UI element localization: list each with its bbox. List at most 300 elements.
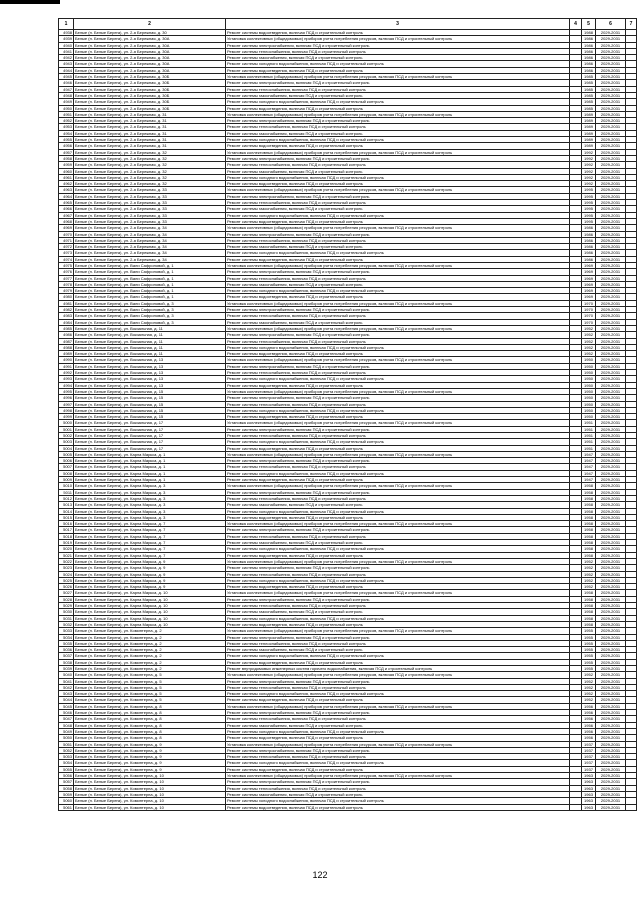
row-address: Белые (п. Белые Берега), ул. 2-я Бережная, д. 33 [74, 206, 226, 212]
row-col-4 [570, 804, 582, 810]
row-period: 2029-2031 [596, 779, 626, 785]
row-year: 1952 [582, 691, 596, 697]
row-period: 2029-2031 [596, 256, 626, 262]
row-work: Ремонт системы холодного водоснабжения, включая ПСД и строительный контроль [226, 439, 570, 445]
row-period: 2029-2031 [596, 325, 626, 331]
row-address: Белые (п. Белые Берега), ул. 2-я Бережная, д. 30А [74, 36, 226, 42]
row-id: 4940 [59, 42, 74, 48]
row-year: 1969 [582, 288, 596, 294]
row-work: Ремонт системы электроснабжения, включая ПСД и строительный контроль [226, 779, 570, 785]
row-year: 1958 [582, 603, 596, 609]
row-address: Белые (п. Белые Берега), ул. 2-я Бережная, д. 31 [74, 118, 226, 124]
row-year: 1970 [582, 300, 596, 306]
row-period: 2029-2031 [596, 395, 626, 401]
row-id: 4958 [59, 155, 74, 161]
row-year: 1956 [582, 710, 596, 716]
row-work: Ремонт системы газоснабжения, включая ПСД и строительный контроль [226, 168, 570, 174]
row-address: Белые (п. Белые Берега), ул. Карла Маркса, д. 1 [74, 464, 226, 470]
row-period: 2029-2031 [596, 634, 626, 640]
row-work: Ремонт внутридомовых инженерных систем горячего водоснабжения, включая ПСД и строительный контроль [226, 665, 570, 671]
row-year: 1958 [582, 609, 596, 615]
row-work: Ремонт системы теплоснабжения, включая ПСД и строительный контроль [226, 464, 570, 470]
row-year: 1958 [582, 621, 596, 627]
row-id: 5040 [59, 672, 74, 678]
row-id: 4976 [59, 269, 74, 275]
row-year: 1952 [582, 338, 596, 344]
row-work: Ремонт системы холодного водоснабжения, включая ПСД и строительный контроль [226, 577, 570, 583]
row-year: 1969 [582, 262, 596, 268]
row-year: 1947 [582, 458, 596, 464]
row-period: 2029-2031 [596, 74, 626, 80]
row-work: Ремонт системы теплоснабжения, включая ПСД и строительный контроль [226, 716, 570, 722]
row-address: Белые (п. Белые Берега), ул. Вокзальная, д. 13 [74, 370, 226, 376]
row-work: Установка коллективных (общедомовых) приборов учета потребления ресурсов, включая ПСД и строительный контроль [226, 521, 570, 527]
row-period: 2029-2031 [596, 149, 626, 155]
row-period: 2029-2031 [596, 697, 626, 703]
row-address: Белые (п. Белые Берега), ул. 2-я Бережная, д. 30А [74, 42, 226, 48]
row-year: 1989 [582, 111, 596, 117]
row-period: 2029-2031 [596, 464, 626, 470]
row-period: 2029-2031 [596, 137, 626, 143]
row-address: Белые (п. Белые Берега), ул. Вокзальная, д. 11 [74, 351, 226, 357]
row-period: 2029-2031 [596, 36, 626, 42]
row-address: Белые (п. Белые Берега), ул. Коминтерна, д. 8 [74, 722, 226, 728]
row-id: 4960 [59, 168, 74, 174]
row-address: Белые (п. Белые Берега), ул. Коминтерна, д. 10 [74, 779, 226, 785]
row-year: 1958 [582, 483, 596, 489]
row-period: 2029-2031 [596, 351, 626, 357]
row-address: Белые (п. Белые Берега), ул. Вокзальная, д. 11 [74, 332, 226, 338]
row-id: 4992 [59, 370, 74, 376]
row-work: Ремонт системы электроснабжения, включая ПСД и строительный контроль [226, 747, 570, 753]
row-period: 2029-2031 [596, 80, 626, 86]
table-header-row [59, 19, 637, 30]
row-id: 5008 [59, 470, 74, 476]
row-address: Белые (п. Белые Берега), ул. Карла Маркса, д. 10 [74, 603, 226, 609]
row-address: Белые (п. Белые Берега), ул. 2-я Бережная, д. 33 [74, 193, 226, 199]
row-year: 1995 [582, 212, 596, 218]
row-address: Белые (п. Белые Берега), ул. Карла Маркса, д. 1 [74, 470, 226, 476]
row-address: Белые (п. Белые Берега), ул. Карла Маркса, д. 1 [74, 477, 226, 483]
row-period: 2029-2031 [596, 294, 626, 300]
row-period: 2029-2031 [596, 99, 626, 105]
row-address: Белые (п. Белые Берега), ул. 2-я Бережная, д. 32 [74, 168, 226, 174]
row-id: 4999 [59, 414, 74, 420]
row-id: 4996 [59, 395, 74, 401]
row-period: 2029-2031 [596, 716, 626, 722]
row-address: Белые (п. Белые Берега), ул. Коминтерна, д. 10 [74, 785, 226, 791]
row-work: Ремонт системы теплоснабжения, включая ПСД и строительный контроль [226, 684, 570, 690]
row-year: 1950 [582, 407, 596, 413]
row-period: 2029-2031 [596, 357, 626, 363]
row-year: 1956 [582, 703, 596, 709]
row-period: 2029-2031 [596, 735, 626, 741]
row-work: Ремонт системы водоотведения, включая ПСД и строительный контроль [226, 659, 570, 665]
row-address: Белые (п. Белые Берега), ул. Карла Маркса, д. 10 [74, 609, 226, 615]
row-year: 1992 [582, 181, 596, 187]
row-work: Ремонт системы теплоснабжения, включая ПСД и строительный контроль [226, 124, 570, 130]
row-period: 2029-2031 [596, 237, 626, 243]
row-address: Белые (п. Белые Берега), ул. Вали Сафроновой, д. 3 [74, 300, 226, 306]
row-id: 5047 [59, 716, 74, 722]
row-year: 1947 [582, 464, 596, 470]
row-period: 2029-2031 [596, 609, 626, 615]
row-period: 2029-2031 [596, 288, 626, 294]
row-work: Ремонт системы теплоснабжения, включая ПСД и строительный контроль [226, 200, 570, 206]
row-address: Белые (п. Белые Берега), ул. Коминтерна, д. 2 [74, 659, 226, 665]
row-year: 1985 [582, 80, 596, 86]
row-address: Белые (п. Белые Берега), ул. Вали Сафроновой, д. 1 [74, 288, 226, 294]
row-work: Ремонт системы теплоснабжения, включая ПСД и строительный контроль [226, 86, 570, 92]
row-id: 4998 [59, 407, 74, 413]
row-work: Ремонт системы газоснабжения, включая ПСД и строительный контроль [226, 130, 570, 136]
row-id: 4995 [59, 388, 74, 394]
row-period: 2029-2031 [596, 55, 626, 61]
row-id: 4959 [59, 162, 74, 168]
row-address: Белые (п. Белые Берега), ул. 2-я Бережная, д. 30Б [74, 105, 226, 111]
row-work: Установка коллективных (общедомовых) приборов учета потребления ресурсов, включая ПСД и строительный контроль [226, 388, 570, 394]
row-year: 1955 [582, 665, 596, 671]
row-address: Белые (п. Белые Берега), ул. Карла Маркса, д. 3 [74, 489, 226, 495]
row-year: 1989 [582, 130, 596, 136]
row-address: Белые (п. Белые Берега), ул. Коминтерна, д. 9 [74, 760, 226, 766]
header-col-4: 4 [570, 19, 582, 30]
row-year: 1986 [582, 231, 596, 237]
row-year: 1956 [582, 716, 596, 722]
row-address: Белые (п. Белые Берега), ул. Вокзальная, д. 17 [74, 420, 226, 426]
row-id: 4962 [59, 181, 74, 187]
row-period: 2029-2031 [596, 244, 626, 250]
row-id: 5029 [59, 603, 74, 609]
row-period: 2029-2031 [596, 470, 626, 476]
row-year: 1958 [582, 508, 596, 514]
row-year: 1970 [582, 307, 596, 313]
row-period: 2029-2031 [596, 281, 626, 287]
row-work: Ремонт системы электроснабжения, включая ПСД и строительный контроль [226, 634, 570, 640]
row-id: 5050 [59, 735, 74, 741]
row-work: Установка коллективных (общедомовых) приборов учета потребления ресурсов, включая ПСД и строительный контроль [226, 149, 570, 155]
row-period: 2029-2031 [596, 313, 626, 319]
row-year: 1958 [582, 521, 596, 527]
row-year: 1951 [582, 445, 596, 451]
row-period: 2029-2031 [596, 728, 626, 734]
row-year: 1986 [582, 250, 596, 256]
row-address: Белые (п. Белые Берега), ул. Вокзальная, д. 11 [74, 344, 226, 350]
row-id: 5044 [59, 697, 74, 703]
row-period: 2029-2031 [596, 596, 626, 602]
row-id: 4986 [59, 332, 74, 338]
row-address: Белые (п. Белые Берега), ул. 2-я Бережная, д. 30Б [74, 80, 226, 86]
row-work: Ремонт системы газоснабжения, включая ПСД и строительный контроль [226, 319, 570, 325]
row-period: 2029-2031 [596, 565, 626, 571]
row-period: 2029-2031 [596, 521, 626, 527]
row-year: 1952 [582, 565, 596, 571]
row-year: 1963 [582, 773, 596, 779]
row-id: 4945 [59, 74, 74, 80]
row-work: Ремонт системы теплоснабжения, включая ПСД и строительный контроль [226, 401, 570, 407]
row-period: 2029-2031 [596, 653, 626, 659]
row-address: Белые (п. Белые Берега), ул. Вали Сафроновой, д. 1 [74, 281, 226, 287]
row-id: 5007 [59, 464, 74, 470]
row-work: Ремонт системы холодного водоснабжения, включая ПСД и строительный контроль [226, 137, 570, 143]
row-id: 4968 [59, 218, 74, 224]
row-id: 5042 [59, 684, 74, 690]
row-work: Установка коллективных (общедомовых) приборов учета потребления ресурсов, включая ПСД и строительный контроль [226, 36, 570, 42]
top-bar [0, 0, 60, 4]
row-period: 2029-2031 [596, 798, 626, 804]
row-period: 2029-2031 [596, 344, 626, 350]
row-year: 1937 [582, 760, 596, 766]
row-year: 1963 [582, 785, 596, 791]
row-id: 4987 [59, 338, 74, 344]
row-address: Белые (п. Белые Берега), ул. Карла Маркса, д. 9 [74, 577, 226, 583]
row-period: 2029-2031 [596, 275, 626, 281]
row-work: Ремонт системы электроснабжения, включая ПСД и строительный контроль [226, 363, 570, 369]
row-year: 1958 [582, 546, 596, 552]
row-year: 1952 [582, 678, 596, 684]
row-year: 1989 [582, 143, 596, 149]
row-work: Установка коллективных (общедомовых) приборов учета потребления ресурсов, включая ПСД и строительный контроль [226, 483, 570, 489]
row-year: 1952 [582, 584, 596, 590]
row-period: 2029-2031 [596, 590, 626, 596]
row-period: 2029-2031 [596, 552, 626, 558]
row-id: 4956 [59, 143, 74, 149]
row-address: Белые (п. Белые Берега), ул. Вокзальная, д. 17 [74, 426, 226, 432]
row-year: 1955 [582, 653, 596, 659]
row-year: 1950 [582, 376, 596, 382]
row-year: 1952 [582, 332, 596, 338]
row-id: 5015 [59, 514, 74, 520]
row-period: 2029-2031 [596, 678, 626, 684]
row-year: 1958 [582, 489, 596, 495]
row-id: 5025 [59, 577, 74, 583]
row-work: Установка коллективных (общедомовых) приборов учета потребления ресурсов, включая ПСД и строительный контроль [226, 262, 570, 268]
row-address: Белые (п. Белые Берега), ул. 2-я Бережная, д. 30Б [74, 99, 226, 105]
row-id: 4957 [59, 149, 74, 155]
row-address: Белые (п. Белые Берега), ул. Карла Маркса, д. 7 [74, 552, 226, 558]
row-work: Ремонт системы холодного водоснабжения, включая ПСД и строительный контроль [226, 508, 570, 514]
row-work: Ремонт системы водоотведения, включая ПСД и строительный контроль [226, 804, 570, 810]
row-period: 2029-2031 [596, 92, 626, 98]
header-col-3: 3 [226, 19, 570, 30]
row-year: 1985 [582, 92, 596, 98]
row-year: 1963 [582, 791, 596, 797]
row-work: Ремонт системы теплоснабжения, включая ПСД и строительный контроль [226, 640, 570, 646]
row-id: 5013 [59, 502, 74, 508]
row-address: Белые (п. Белые Берега), ул. Карла Маркса, д. 7 [74, 521, 226, 527]
row-work: Установка коллективных (общедомовых) приборов учета потребления ресурсов, включая ПСД и строительный контроль [226, 628, 570, 634]
row-work: Ремонт системы электроснабжения, включая ПСД и строительный контроль [226, 118, 570, 124]
row-year: 1950 [582, 357, 596, 363]
row-year: 1958 [582, 615, 596, 621]
row-work: Ремонт системы электроснабжения, включая ПСД и строительный контроль [226, 426, 570, 432]
row-period: 2029-2031 [596, 489, 626, 495]
row-id: 4997 [59, 401, 74, 407]
row-address: Белые (п. Белые Берега), ул. Карла Маркса, д. 3 [74, 502, 226, 508]
row-work: Установка коллективных (общедомовых) приборов учета потребления ресурсов, включая ПСД и строительный контроль [226, 300, 570, 306]
row-address: Белые (п. Белые Берега), ул. 2-я Бережная, д. 31 [74, 124, 226, 130]
row-year: 1950 [582, 395, 596, 401]
row-period: 2029-2031 [596, 155, 626, 161]
row-address: Белые (п. Белые Берега), ул. 2-я Бережная, д. 34 [74, 231, 226, 237]
row-work: Установка коллективных (общедомовых) приборов учета потребления ресурсов, включая ПСД и строительный контроль [226, 187, 570, 193]
row-work: Установка коллективных (общедомовых) приборов учета потребления ресурсов, включая ПСД и строительный контроль [226, 773, 570, 779]
row-id: 5021 [59, 552, 74, 558]
row-address: Белые (п. Белые Берега), ул. Вали Сафроновой, д. 1 [74, 294, 226, 300]
row-year: 1986 [582, 244, 596, 250]
row-work: Ремонт системы холодного водоснабжения, включая ПСД и строительный контроль [226, 250, 570, 256]
row-year: 1952 [582, 344, 596, 350]
row-address: Белые (п. Белые Берега), ул. Коминтерна, д. 8 [74, 710, 226, 716]
row-period: 2029-2031 [596, 338, 626, 344]
row-period: 2029-2031 [596, 105, 626, 111]
row-id: 4943 [59, 61, 74, 67]
row-address: Белые (п. Белые Берега), ул. Коминтерна, д. 2 [74, 628, 226, 634]
row-id: 5001 [59, 426, 74, 432]
row-work: Ремонт системы электроснабжения, включая ПСД и строительный контроль [226, 307, 570, 313]
row-work: Ремонт системы теплоснабжения, включая ПСД и строительный контроль [226, 571, 570, 577]
row-work: Ремонт системы газоснабжения, включая ПСД и строительный контроль [226, 281, 570, 287]
row-work: Ремонт системы электроснабжения, включая ПСД и строительный контроль [226, 710, 570, 716]
row-address: Белые (п. Белые Берега), ул. Коминтерна, д. 5 [74, 672, 226, 678]
row-work: Ремонт системы электроснабжения, включая ПСД и строительный контроль [226, 155, 570, 161]
row-address: Белые (п. Белые Берега), ул. Вокзальная, д. 15 [74, 401, 226, 407]
row-address: Белые (п. Белые Берега), ул. Коминтерна, д. 2 [74, 665, 226, 671]
row-address: Белые (п. Белые Берега), ул. Коминтерна, д. 10 [74, 773, 226, 779]
row-period: 2029-2031 [596, 558, 626, 564]
row-period: 2029-2031 [596, 206, 626, 212]
row-year: 1985 [582, 99, 596, 105]
row-id: 4944 [59, 67, 74, 73]
row-period: 2029-2031 [596, 376, 626, 382]
row-address: Белые (п. Белые Берега), ул. Карла Маркса, д. 7 [74, 540, 226, 546]
row-work: Ремонт системы электроснабжения, включая ПСД и строительный контроль [226, 269, 570, 275]
row-period: 2029-2031 [596, 495, 626, 501]
row-address: Белые (п. Белые Берега), ул. 2-я Бережная, д. 30А [74, 67, 226, 73]
row-work: Установка коллективных (общедомовых) приборов учета потребления ресурсов, включая ПСД и строительный контроль [226, 357, 570, 363]
row-period: 2029-2031 [596, 710, 626, 716]
row-work: Ремонт системы электроснабжения, включая ПСД и строительный контроль [226, 489, 570, 495]
table-row [59, 804, 637, 810]
row-year: 1937 [582, 766, 596, 772]
row-address: Белые (п. Белые Берега), ул. Вокзальная, д. 15 [74, 414, 226, 420]
row-address: Белые (п. Белые Берега), ул. 2-я Бережная, д. 30А [74, 55, 226, 61]
row-address: Белые (п. Белые Берега), ул. Коминтерна, д. 5 [74, 684, 226, 690]
row-period: 2029-2031 [596, 571, 626, 577]
row-period: 2029-2031 [596, 401, 626, 407]
row-year: 1937 [582, 741, 596, 747]
row-year: 1988 [582, 30, 596, 36]
row-id: 5046 [59, 710, 74, 716]
row-address: Белые (п. Белые Берега), ул. 2-я Бережная, д. 33 [74, 200, 226, 206]
row-period: 2029-2031 [596, 603, 626, 609]
row-work: Ремонт системы газоснабжения, включая ПСД и строительный контроль [226, 609, 570, 615]
row-period: 2029-2031 [596, 458, 626, 464]
row-id: 4971 [59, 237, 74, 243]
row-work: Ремонт системы газоснабжения, включая ПСД и строительный контроль [226, 722, 570, 728]
row-year: 1955 [582, 640, 596, 646]
row-work: Ремонт системы электроснабжения, включая ПСД и строительный контроль [226, 231, 570, 237]
row-address: Белые (п. Белые Берега), ул. Карла Маркса, д. 1 [74, 451, 226, 457]
row-period: 2029-2031 [596, 508, 626, 514]
row-work: Ремонт системы электроснабжения, включая ПСД и строительный контроль [226, 527, 570, 533]
row-year: 1986 [582, 237, 596, 243]
row-period: 2029-2031 [596, 621, 626, 627]
row-address: Белые (п. Белые Берега), ул. Вокзальная, д. 17 [74, 445, 226, 451]
row-work: Установка коллективных (общедомовых) приборов учета потребления ресурсов, включая ПСД и строительный контроль [226, 672, 570, 678]
row-work: Ремонт системы теплоснабжения, включая ПСД и строительный контроль [226, 338, 570, 344]
row-work: Ремонт системы водоотведения, включая ПСД и строительный контроль [226, 256, 570, 262]
row-work: Ремонт системы холодного водоснабжения, включая ПСД и строительный контроль [226, 546, 570, 552]
page-number: 122 [312, 870, 328, 880]
row-year: 1958 [582, 590, 596, 596]
row-id: 4977 [59, 275, 74, 281]
row-id: 4991 [59, 363, 74, 369]
row-year: 1969 [582, 294, 596, 300]
row-work: Ремонт системы теплоснабжения, включая ПСД и строительный контроль [226, 433, 570, 439]
row-work: Ремонт системы водоотведения, включая ПСД и строительный контроль [226, 514, 570, 520]
row-work: Ремонт системы электроснабжения, включая ПСД и строительный контроль [226, 80, 570, 86]
row-year: 1995 [582, 206, 596, 212]
row-id: 5000 [59, 420, 74, 426]
row-period: 2029-2031 [596, 584, 626, 590]
row-year: 1989 [582, 124, 596, 130]
row-period: 2029-2031 [596, 760, 626, 766]
row-period: 2029-2031 [596, 766, 626, 772]
row-id: 5031 [59, 615, 74, 621]
row-id: 5049 [59, 728, 74, 734]
row-year: 1950 [582, 363, 596, 369]
row-address: Белые (п. Белые Берега), ул. Коминтерна, д. 2 [74, 634, 226, 640]
row-period: 2029-2031 [596, 577, 626, 583]
row-year: 1969 [582, 269, 596, 275]
row-work: Ремонт системы водоотведения, включая ПСД и строительный контроль [226, 294, 570, 300]
row-year: 1992 [582, 149, 596, 155]
row-address: Белые (п. Белые Берега), ул. 2-я Бережная, д. 30А [74, 48, 226, 54]
row-id: 4994 [59, 382, 74, 388]
row-address: Белые (п. Белые Берега), ул. Карла Маркса, д. 9 [74, 571, 226, 577]
row-work: Ремонт системы холодного водоснабжения, включая ПСД и строительный контроль [226, 798, 570, 804]
row-address: Белые (п. Белые Берега), ул. 2-я Бережная, д. 34 [74, 250, 226, 256]
row-address: Белые (п. Белые Берега), ул. Карла Маркса, д. 1 [74, 458, 226, 464]
row-year: 1955 [582, 647, 596, 653]
row-id: 4939 [59, 36, 74, 42]
row-period: 2029-2031 [596, 540, 626, 546]
row-period: 2029-2031 [596, 218, 626, 224]
row-period: 2029-2031 [596, 225, 626, 231]
row-work: Ремонт системы холодного водоснабжения, включая ПСД и строительный контроль [226, 288, 570, 294]
row-period: 2029-2031 [596, 477, 626, 483]
row-address: Белые (п. Белые Берега), ул. 2-я Бережная, д. 31 [74, 111, 226, 117]
row-work: Ремонт системы газоснабжения, включая ПСД и строительный контроль [226, 540, 570, 546]
row-period: 2029-2031 [596, 319, 626, 325]
row-period: 2029-2031 [596, 773, 626, 779]
row-id: 5020 [59, 546, 74, 552]
row-period: 2029-2031 [596, 665, 626, 671]
row-period: 2029-2031 [596, 30, 626, 36]
row-id: 4973 [59, 250, 74, 256]
row-id: 5022 [59, 558, 74, 564]
row-period: 2029-2031 [596, 804, 626, 810]
row-address: Белые (п. Белые Берега), ул. Вокзальная, д. 13 [74, 376, 226, 382]
row-id: 4984 [59, 319, 74, 325]
row-period: 2029-2031 [596, 250, 626, 256]
row-id: 4947 [59, 86, 74, 92]
row-work: Ремонт системы теплоснабжения, включая ПСД и строительный контроль [226, 237, 570, 243]
row-id: 5016 [59, 521, 74, 527]
row-id: 5028 [59, 596, 74, 602]
row-work: Ремонт системы холодного водоснабжения, включая ПСД и строительный контроль [226, 61, 570, 67]
